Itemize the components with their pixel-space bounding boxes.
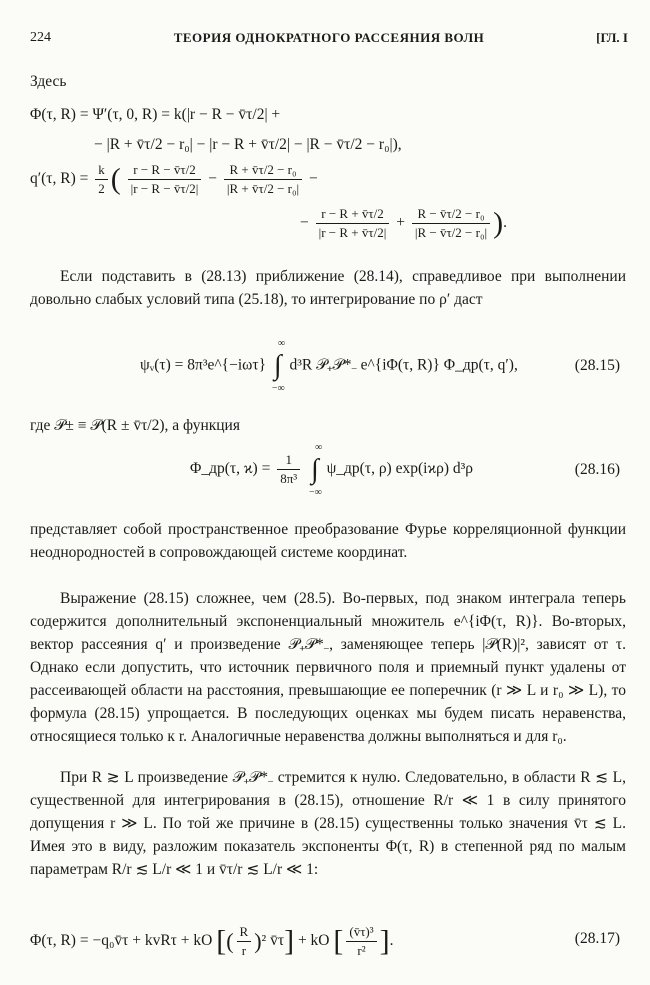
fraction-numerator: R bbox=[237, 924, 252, 942]
equation-28-16-rhs: ψ_др(τ, ρ) exp(iϰρ) d³ρ bbox=[326, 460, 474, 478]
integral-upper-limit: ∞ bbox=[315, 441, 323, 453]
fraction-denominator: r² bbox=[357, 943, 366, 958]
open-paren: ( bbox=[226, 928, 234, 954]
close-paren: ) bbox=[254, 928, 262, 954]
equation-q-lhs: q′(τ, R) = bbox=[30, 170, 89, 188]
equation-28-17-fraction-1 bbox=[237, 924, 252, 959]
fraction-denominator: r bbox=[241, 943, 247, 958]
intro-word: Здесь bbox=[30, 73, 67, 90]
equation-28-15-rhs: d³R 𝒫₊𝒫*₋ e^{iΦ(τ, R)} Φ_др(τ, q′), bbox=[289, 356, 518, 374]
integral-lower-limit: −∞ bbox=[309, 486, 322, 498]
equation-q-fraction-1 bbox=[128, 162, 202, 197]
running-title: ТЕОРИЯ ОДНОКРАТНОГО РАССЕЯНИЯ ВОЛН bbox=[173, 30, 485, 45]
paragraph-2 bbox=[30, 518, 626, 564]
open-bracket: [ bbox=[216, 924, 227, 958]
equation-28-15-lhs: ψᵥ(τ) = 8π³e^{−iωτ} bbox=[140, 356, 267, 374]
chapter-label: [ГЛ. I bbox=[596, 30, 628, 45]
fraction-denominator: |R + v̄τ/2 − r₀| bbox=[226, 181, 300, 196]
fraction-denominator: 8π³ bbox=[280, 471, 298, 486]
equation-q-line2: − $\frac{r - R + v̄\tau/2}{|r - R + v̄\tau/2|}$ + $\frac{\text{R − v̄τ/2 − r₀}}{\text{|R − v̄τ/2 − r₀|}}$ ). bbox=[300, 206, 507, 240]
equation-28-17: Φ(τ, R) = −q₀v̄τ + kvRτ + kO [( $\frac{R}{r}$ )² v̄τ] + kO [ $\frac{\text{(v̄τ)³}}{\text{r²}}$ ]. bbox=[30, 924, 394, 958]
equation-phi-line1: Φ(τ, R) = Ψ′(τ, 0, R) = k(|r − R − v̄τ/2| + bbox=[30, 106, 281, 123]
paragraph-3 bbox=[30, 587, 626, 748]
page-number: 224 bbox=[30, 30, 51, 45]
close-bracket: ] bbox=[379, 924, 390, 958]
equation-28-16-fraction bbox=[277, 452, 300, 487]
open-paren: ( bbox=[110, 162, 121, 196]
integral-sign: ∫ ∞ −∞ bbox=[271, 338, 286, 394]
equation-number-28-17: (28.17) bbox=[574, 930, 620, 947]
open-bracket: [ bbox=[333, 924, 344, 958]
fraction-numerator: R − v̄τ/2 − r₀ bbox=[412, 206, 490, 224]
fraction-numerator: 1 bbox=[277, 452, 300, 470]
equation-28-17-fraction-2 bbox=[346, 924, 376, 959]
equation-28-16-lhs: Φ_др(τ, ϰ) = bbox=[190, 460, 271, 478]
equation-28-17-term-tail: ² v̄τ bbox=[261, 932, 285, 950]
fraction-numerator: R + v̄τ/2 − r₀ bbox=[224, 162, 302, 180]
fraction-numerator: k bbox=[95, 162, 108, 180]
paragraph-2-text: представляет собой пространственное преобразование Фурье корреляционной функции неоднородностей в сопровождающей системе координат. bbox=[30, 521, 626, 561]
page-header bbox=[30, 30, 628, 52]
fraction-denominator: |r − R − v̄τ/2| bbox=[130, 181, 199, 196]
fraction-numerator: r − R + v̄τ/2 bbox=[316, 206, 390, 224]
equation-q-coefficient bbox=[95, 162, 108, 197]
equation-28-16 bbox=[190, 441, 474, 498]
close-paren: ) bbox=[493, 206, 504, 240]
equation-28-15 bbox=[140, 338, 518, 394]
fraction-denominator: 2 bbox=[98, 181, 105, 196]
close-bracket: ] bbox=[284, 924, 295, 958]
equation-q-line1: q′(τ, R) = $\frac{k}{2}$ ( $\frac{r - R - v̄\tau/2}{|r - R - v̄\tau/2|}$ − $\frac{\text{R + v̄τ/2 − r₀}}{\text{|R + v̄τ/2 − r₀|}}$ − bbox=[30, 162, 318, 196]
integral-sign: ∫ ∞ −∞ bbox=[309, 441, 323, 498]
paragraph-4 bbox=[30, 766, 626, 881]
fraction-denominator: |r − R + v̄τ/2| bbox=[318, 225, 387, 240]
equation-number-28-15: (28.15) bbox=[574, 357, 620, 374]
fraction-numerator: (v̄τ)³ bbox=[346, 924, 376, 942]
paragraph-1-text: Если подставить в (28.13) приближение (28.14), справедливое при выполнении довольно слабых условий типа (25.18), то интегрирование по ρ′ даст bbox=[30, 268, 626, 308]
fraction-denominator: |R − v̄τ/2 − r₀| bbox=[414, 225, 488, 240]
equation-q-fraction-4 bbox=[412, 206, 490, 241]
equation-phi-line2: − |R + v̄τ/2 − r₀| − |r − R + v̄τ/2| − |R − v̄τ/2 − r₀|), bbox=[94, 136, 402, 153]
paragraph-1 bbox=[30, 265, 626, 311]
where-line: где 𝒫± ≡ 𝒫(R ± v̄τ/2), а функция bbox=[30, 417, 240, 434]
equation-number-28-16: (28.16) bbox=[574, 461, 620, 478]
integral-lower-limit: −∞ bbox=[271, 383, 285, 394]
fraction-numerator: r − R − v̄τ/2 bbox=[128, 162, 202, 180]
paragraph-3-text: Выражение (28.15) сложнее, чем (28.5). Во-первых, под знаком интеграла теперь содержится дополнительный экспоненциальный множитель e^{iΦ(τ, R)}. Во-вторых, вектор рассеяния q′ и произведение 𝒫₊𝒫*₋, заменяющее теперь |𝒫(R)|², зависят от τ. Однако если допустить, что источник первичного поля и приемный пункт удалены от рассеивающей области на расстояния, превышающие ее поперечник (r ≫ L и r₀ ≫ L), то формула (28.15) упрощается. В последующих оценках мы будем писать неравенства, относящиеся только к r. Аналогичные неравенства должны выполняться и для r₀. bbox=[30, 590, 626, 745]
equation-28-17-main: Φ(τ, R) = −q₀v̄τ + kvRτ + kO bbox=[30, 932, 213, 950]
paragraph-4-text: При R ≳ L произведение 𝒫₊𝒫*₋ стремится к нулю. Следовательно, в области R ≲ L, существенной для интегрирования в (28.15), отношение R/r ≪ 1 в силу принятого допущения r ≫ L. По той же причине в (28.15) существенны только значения v̄τ ≲ L. Имея это в виду, разложим показатель экспоненты Φ(τ, R) в степенной ряд по малым параметрам R/r ≲ L/r ≪ 1 и v̄τ/r ≲ L/r ≪ 1: bbox=[30, 769, 626, 878]
equation-28-17-plus: + kO bbox=[297, 932, 330, 950]
equation-q-fraction-2 bbox=[224, 162, 302, 197]
integral-upper-limit: ∞ bbox=[277, 338, 286, 349]
equation-q-fraction-3 bbox=[316, 206, 390, 241]
